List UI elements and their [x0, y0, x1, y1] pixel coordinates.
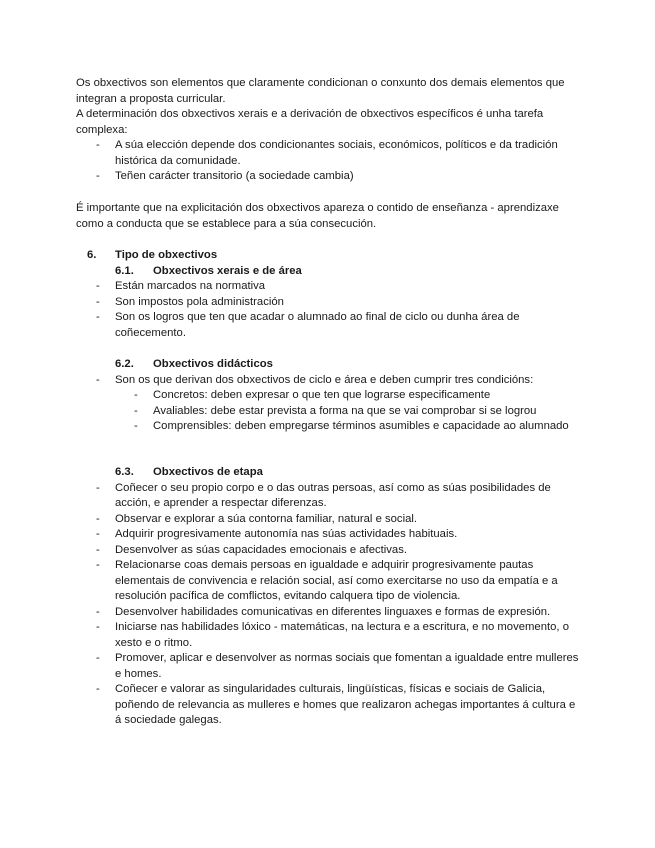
- intro-paragraph-3-block: [76, 201, 581, 232]
- list-item: - Son impostos pola administración: [76, 295, 581, 311]
- section-6-2-number: 6.2.: [115, 358, 134, 370]
- intro-paragraph-2: A determinación dos obxectivos xerais e a derivación de obxectivos específicos é unha tarefa complexa:: [76, 108, 544, 136]
- list-item: - Promover, aplicar e desenvolver as normas sociais que fomentan a igualdade entre mulleres e homes.: [76, 651, 581, 682]
- list-item: - Observar e explorar a súa contorna familiar, natural e social.: [76, 512, 581, 528]
- intro-bullet: - A súa elección depende dos condicionantes sociais, económicos, políticos e da tradición histórica da comunidade.: [76, 138, 581, 169]
- sub-list-item: - Avaliables: debe estar prevista a forma na que se vai comprobar si se logrou: [76, 404, 581, 420]
- intro-section: [76, 76, 581, 185]
- intro-paragraph-1: Os obxectivos son elementos que claramente condicionan o conxunto dos demais elementos que integran a proposta curricular.: [76, 77, 565, 105]
- section-6-1-title: Obxectivos xerais e de área: [153, 264, 302, 277]
- intro-paragraph-3: É importante que na explicitación dos obxectivos apareza o contido de enseñanza - aprendizaxe como a conducta que se establece para a súa consecución.: [76, 202, 559, 230]
- list-item: - Son os logros que ten que acadar o alumnado ao final de ciclo ou dunha área de coñecemento.: [76, 310, 581, 341]
- list-item: - Desenvolver as súas capacidades emocionais e afectivas.: [76, 543, 581, 559]
- list-item: - Relacionarse coas demais persoas en igualdade e adquirir progresivamente pautas elementais de convivencia e relación social, así como exercitarse no uso da empatía e a resolución pacífica de comflictos, evitando calquera tipo de violencia.: [76, 558, 581, 605]
- list-item: - Iniciarse nas habilidades lóxico - matemáticas, na lectura e a escritura, e no movemento, o xesto e o ritmo.: [76, 620, 581, 651]
- section-6-3-title: Obxectivos de etapa: [153, 466, 263, 478]
- sub-list-item: - Concretos: deben expresar o que ten que lograrse especificamente: [76, 388, 581, 404]
- list-item: - Coñecer e valorar as singularidades culturais, lingüísticas, físicas e sociais de Galicia, poñendo de relevancia as mulleres e homes que realizaron achegas importantes á cultura e á sociedade galegas.: [76, 682, 581, 729]
- section-6: [76, 248, 581, 341]
- sub-list-item: - Comprensibles: deben empregarse términos asumibles e capacidade ao alumnado: [76, 419, 581, 435]
- section-6-1-number: 6.1.: [115, 264, 134, 277]
- list-item: - Adquirir progresivamente autonomía nas súas actividades habituais.: [76, 527, 581, 543]
- section-6-3: [76, 465, 581, 729]
- section-6-heading: [76, 248, 581, 264]
- section-6-1-heading: [76, 264, 581, 280]
- list-item: - Están marcados na normativa: [76, 279, 581, 295]
- list-item: - Desenvolver habilidades comunicativas en diferentes linguaxes e formas de expresión.: [76, 605, 581, 621]
- section-6-title: Tipo de obxectivos: [115, 249, 218, 261]
- intro-bullet: - Teñen carácter transitorio (a sociedade cambia): [76, 169, 581, 185]
- list-item: - Son os que derivan dos obxectivos de ciclo e área e deben cumprir tres condicións:: [76, 373, 581, 389]
- section-6-3-number: 6.3.: [115, 466, 134, 478]
- section-6-2-heading: [76, 357, 581, 373]
- section-6-number: 6.: [87, 249, 97, 261]
- section-6-2-title: Obxectivos didácticos: [153, 358, 273, 370]
- section-6-2: [76, 357, 581, 435]
- section-6-3-heading: [76, 465, 581, 481]
- list-item: - Coñecer o seu propio corpo e o das outras persoas, así como as súas posibilidades de acción, e aprender a respectar diferenzas.: [76, 481, 581, 512]
